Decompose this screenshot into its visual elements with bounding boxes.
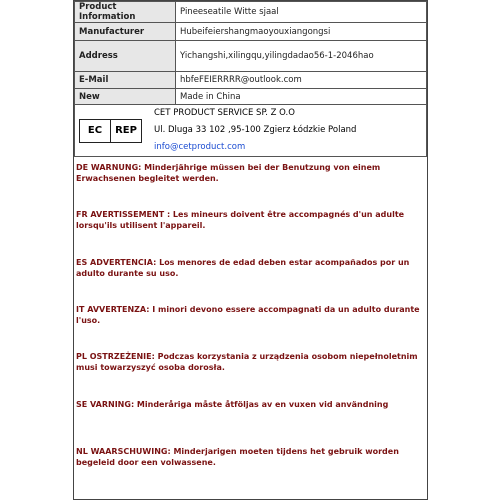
- info-row-product: [75, 2, 427, 23]
- info-value: Made in China: [176, 89, 427, 105]
- warning-nl: NL WAARSCHUWING: Minderjarigen moeten tijdens het gebruik worden begeleid door een volwassene.: [76, 447, 399, 467]
- ec-rep-symbol: [79, 119, 142, 143]
- warning-it: IT AVVERTENZA: I minori devono essere accompagnati da un adulto durante l'uso.: [76, 305, 420, 325]
- info-row-ec-rep: [75, 105, 427, 157]
- info-value: hbfeFEIERRRR@outlook.com: [176, 72, 427, 89]
- warning-pl: PL OSTRZEŻENIE: Podczas korzystania z urządzenia osobom niepełnoletnim musi towarzyszyć osoba dorosła.: [76, 352, 418, 372]
- info-row-address: [75, 41, 427, 72]
- ec-rep-details: [154, 105, 356, 156]
- info-value: Yichangshi,xilingqu,yilingdadao56-1-2046hao: [176, 41, 427, 72]
- product-info-table: [74, 1, 427, 157]
- product-label-sheet: [73, 0, 428, 500]
- warning-se: SE VARNING: Minderåriga måste åtföljas av en vuxen vid användning: [76, 400, 389, 409]
- rep-address: Ul. Dluga 33 102 ,95-100 Zgierz Łódzkie Poland: [154, 125, 357, 135]
- warning-de: DE WARNUNG: Minderjährige müssen bei der Benutzung von einem Erwachsenen begleitet werden.: [76, 163, 381, 183]
- warning-fr: FR AVERTISSEMENT : Les mineurs doivent être accompagnés d'un adulte lorsqu'ils utilisent l'appareil.: [76, 210, 405, 230]
- info-value: Pineeseatile Witte sjaal: [176, 2, 427, 23]
- info-row-email: [75, 72, 427, 89]
- info-label: E-Mail: [75, 72, 176, 89]
- ec-text: EC: [87, 124, 103, 136]
- ec-rep-cell: [75, 105, 427, 157]
- info-value: Hubeifeiershangmaoyouxiangongsi: [176, 23, 427, 41]
- rep-company: CET PRODUCT SERVICE SP. Z O.O: [154, 108, 295, 118]
- info-row-origin: [75, 89, 427, 105]
- rep-text: REP: [110, 120, 141, 142]
- warning-es: ES ADVERTENCIA: Los menores de edad deben estar acompañados por un adulto durante su uso.: [76, 258, 410, 278]
- ec-rep-block: [79, 105, 422, 156]
- info-label: Product Information: [75, 2, 176, 23]
- info-label: New: [75, 89, 176, 105]
- info-label: Manufacturer: [75, 23, 176, 41]
- rep-email-link[interactable]: info@cetproduct.com: [154, 142, 246, 152]
- info-label: Address: [75, 41, 176, 72]
- info-row-manufacturer: [75, 23, 427, 41]
